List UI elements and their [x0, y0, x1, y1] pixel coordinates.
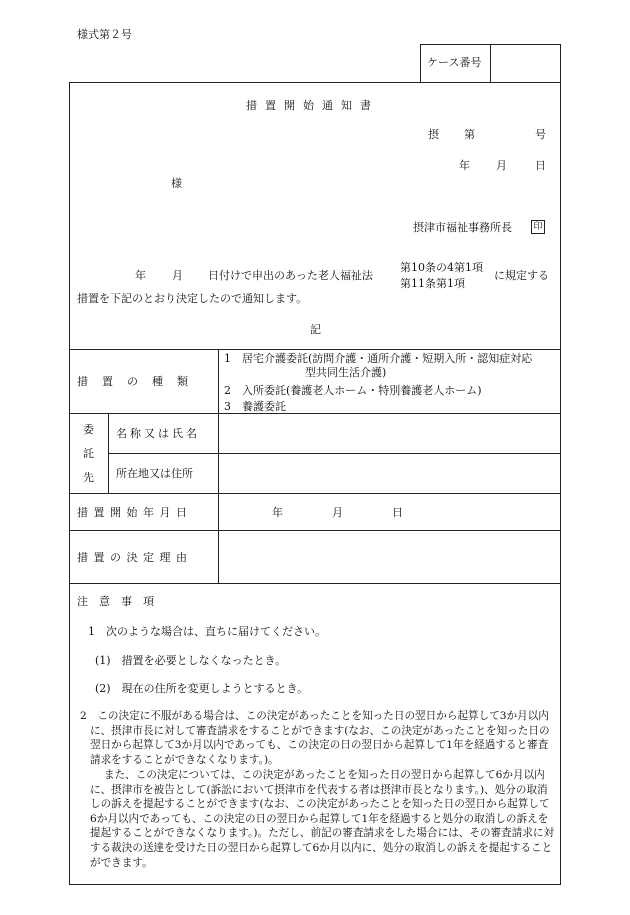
- kind-label: 措置の種類: [77, 375, 202, 388]
- start-year: 年: [272, 506, 283, 519]
- issuer-name: 摂津市福祉事務所長: [413, 221, 512, 234]
- itaku-char-3: 先: [83, 471, 94, 484]
- seal-stamp: 印: [531, 220, 545, 234]
- body-day-text: 日付けで申出のあった老人福祉法: [208, 269, 373, 282]
- start-label: 措置開始年月日: [77, 506, 193, 519]
- kind-2: 2 入所委託(養護老人ホーム・特別養護老人ホーム): [224, 384, 482, 397]
- date-year: 年: [459, 159, 470, 172]
- frame-left: [69, 82, 70, 885]
- document-title: 措置開始通知書: [246, 99, 379, 112]
- note-2: 2 この決定に不服がある場合は、この決定があったことを知った日の翌日から起算して3か月以内に、摂津市長に対して審査請求をすることができます(なお、この決定があったことを知った日の翌日から起算して3か月以内であっても、この決定の日の翌日から起算して1年を経過すると審査請求をすることができなくなります。)。: [80, 710, 550, 766]
- ki-label: 記: [310, 323, 321, 336]
- row-line-reason-top: [69, 530, 561, 531]
- itaku-char-1: 委: [83, 423, 94, 436]
- start-day: 日: [392, 506, 403, 519]
- itaku-char-2: 託: [83, 447, 94, 460]
- case-box-divider: [490, 44, 491, 82]
- kind-1a: 1 居宅介護委託(訪問介護・通所介護・短期入所・認知症対応: [224, 352, 533, 365]
- row-line-start-top: [69, 493, 561, 494]
- name-label: 名称又は氏名: [116, 427, 200, 440]
- form-number: 様式第２号: [77, 28, 132, 41]
- row-line-notes-top: [69, 583, 561, 584]
- frame-bottom: [69, 884, 561, 885]
- case-box-right: [560, 44, 561, 82]
- date-day: 日: [535, 159, 546, 172]
- frame-top: [69, 82, 561, 83]
- start-month: 月: [332, 506, 343, 519]
- addressee-suffix: 様: [171, 177, 182, 190]
- note-1-1: (1) 措置を必要としなくなったとき。: [95, 654, 287, 667]
- reason-label: 措置の決定理由: [77, 551, 193, 564]
- body-month: 月: [172, 269, 183, 282]
- kind-1b: 型共同生活介護): [305, 366, 387, 379]
- article-1: 第10条の4第1項: [400, 261, 483, 274]
- note-1-2: (2) 現在の住所を変更しようとするとき。: [95, 682, 309, 695]
- case-box-left: [420, 44, 421, 82]
- row-line-itaku-top: [69, 413, 561, 414]
- kind-3: 3 養護委託: [224, 400, 286, 413]
- address-label: 所在地又は住所: [116, 467, 193, 480]
- body-year: 年: [135, 269, 146, 282]
- row-line-itaku-mid: [108, 453, 561, 454]
- body-after: に規定する: [494, 269, 549, 282]
- col-line-value: [218, 349, 219, 583]
- frame-right: [560, 82, 561, 885]
- body-line2: 措置を下記のとおり決定したので通知します。: [77, 292, 308, 305]
- note-1: 1 次のような場合は、直ちに届けてください。: [88, 625, 326, 638]
- row-line-kind-top: [69, 349, 561, 350]
- ref-prefix: 摂: [428, 128, 439, 141]
- date-month: 月: [496, 159, 507, 172]
- article-2: 第11条第1項: [400, 277, 465, 290]
- ref-dai: 第: [464, 128, 475, 141]
- col-line-itaku: [108, 413, 109, 493]
- case-number-label: ケース番号: [427, 56, 482, 69]
- notes-heading: 注 意 事 項: [77, 595, 154, 608]
- note-3: また、この決定については、この決定があったことを知った日の翌日から起算して6か月以内に、摂津市を被告として(訴訟において摂津市を代表する者は摂津市長となります。)、処分の取消しの訴えを提起することができます(なお、この決定があったことを知った日の翌日から起算して6か月以内であっても、この決定の日の翌日から起算して1年を経過すると処分の取消しの訴えを提起することができなくなります。)。ただし、前記の審査請求をした場合には、その審査請求に対する裁決の送達を受けた日の翌日から起算して6か月以内に、処分の取消しの訴えを提起することができます。: [90, 769, 555, 869]
- ref-go: 号: [535, 128, 546, 141]
